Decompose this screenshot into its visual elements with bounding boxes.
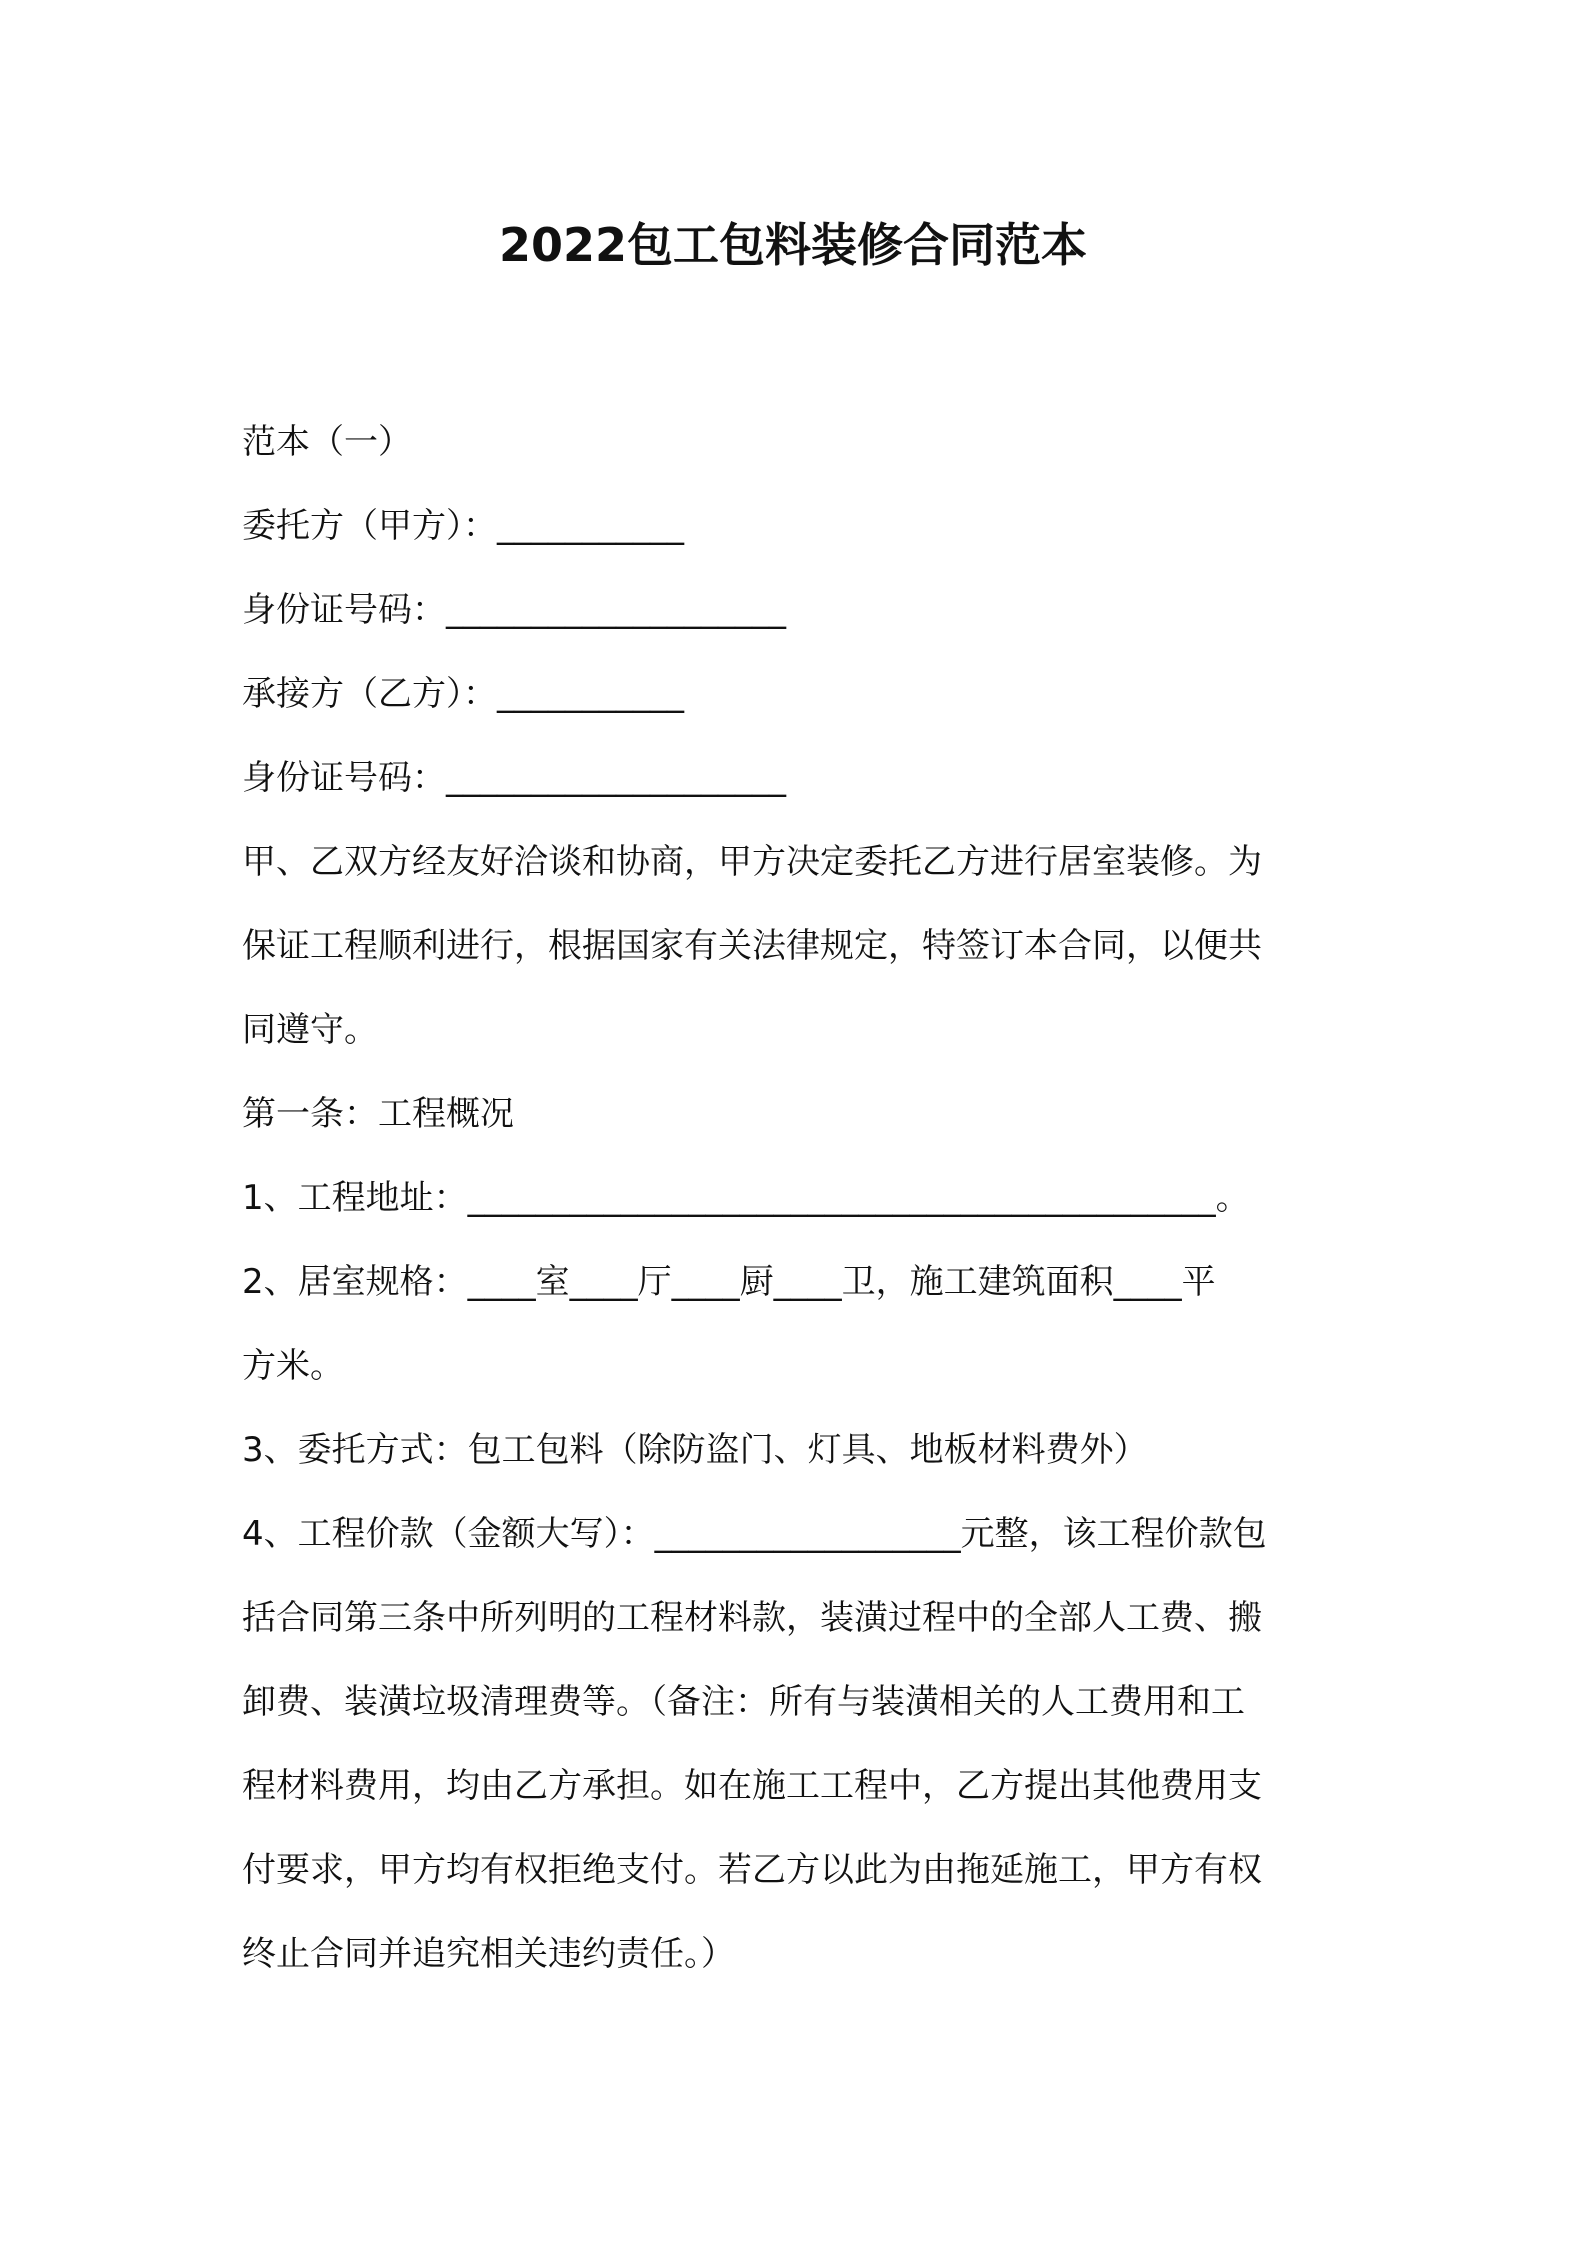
room-spec-line: 方米。 <box>242 1346 344 1386</box>
template-heading: 范本（一） <box>242 422 412 462</box>
document-title: 2022包工包料装修合同范本 <box>498 218 1088 272</box>
party-a-line: 委托方（甲方）：___________ <box>242 506 684 546</box>
project-price-line: 卸费、装潢垃圾清理费等。（备注：所有与装潢相关的人工费用和工 <box>242 1682 1245 1722</box>
preamble-line: 保证工程顺利进行，根据国家有关法律规定，特签订本合同，以便共 <box>242 926 1262 966</box>
project-price-line: 付要求，甲方均有权拒绝支付。若乙方以此为由拖延施工，甲方有权 <box>242 1850 1262 1890</box>
project-price-line: 程材料费用，均由乙方承担。如在施工工程中，乙方提出其他费用支 <box>242 1766 1262 1806</box>
party-b-id-line: 身份证号码：____________________ <box>242 758 786 798</box>
room-spec-line: 2、居室规格：____室____厅____厨____卫，施工建筑面积____平 <box>242 1262 1216 1302</box>
preamble-line: 同遵守。 <box>242 1010 378 1050</box>
commission-method-line: 3、委托方式：包工包料（除防盗门、灯具、地板材料费外） <box>242 1430 1148 1470</box>
preamble-line: 甲、乙双方经友好洽谈和协商，甲方决定委托乙方进行居室装修。为 <box>242 842 1262 882</box>
project-price-line: 终止合同并追究相关违约责任。） <box>242 1934 735 1974</box>
party-a-id-line: 身份证号码：____________________ <box>242 590 786 630</box>
project-address-line: 1、工程地址：____________________________________________。 <box>242 1178 1250 1218</box>
document-body <box>242 400 1362 1996</box>
party-b-line: 承接方（乙方）：___________ <box>242 674 684 714</box>
project-price-line: 括合同第三条中所列明的工程材料款，装潢过程中的全部人工费、搬 <box>242 1598 1262 1638</box>
project-price-line: 4、工程价款（金额大写）：__________________元整，该工程价款包 <box>242 1514 1267 1554</box>
article-one-heading: 第一条：工程概况 <box>242 1094 514 1134</box>
